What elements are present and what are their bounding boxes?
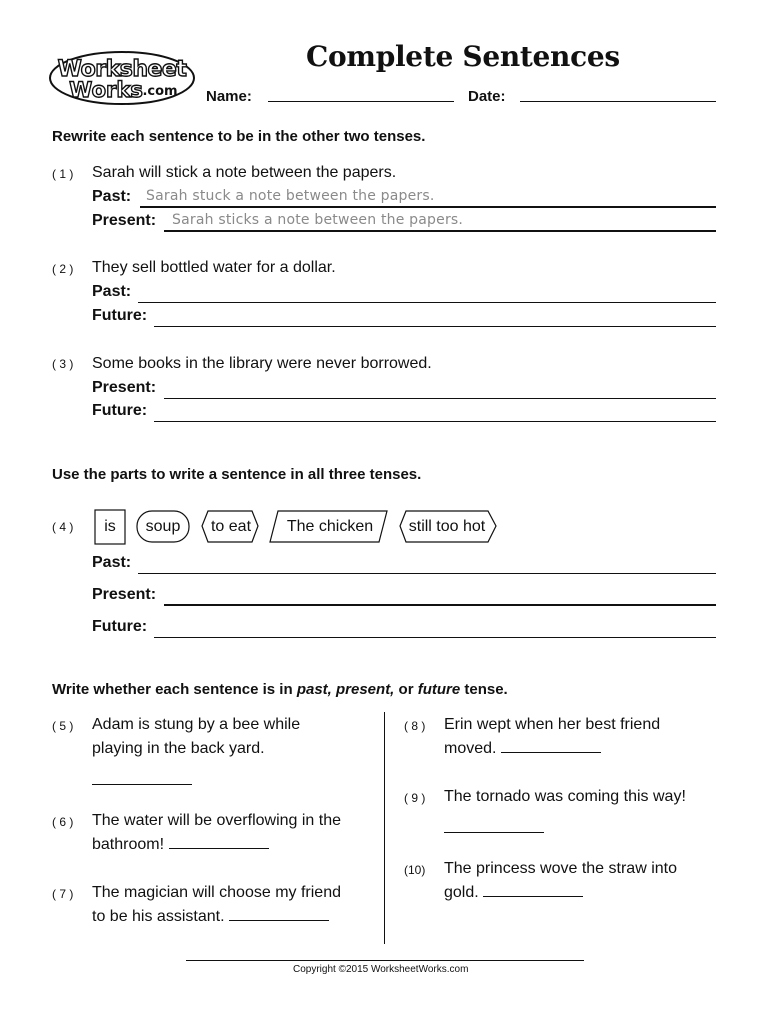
handwritten-answer: Sarah sticks a note between the papers. — [172, 212, 464, 228]
name-field[interactable] — [268, 101, 454, 102]
sentence-part: The chicken — [286, 517, 374, 535]
handwritten-answer: Sarah stuck a note between the papers. — [146, 188, 435, 204]
answer-line[interactable] — [164, 230, 716, 232]
question-number: ( 9 ) — [404, 791, 426, 805]
answer-line[interactable] — [164, 604, 716, 606]
logo-suffix: .com — [142, 84, 178, 99]
logo-line2: Works — [69, 78, 143, 102]
question-sentence: Some books in the library were never borrowed. — [92, 355, 432, 372]
question-number: ( 2 ) — [52, 262, 74, 276]
answer-label: Past: — [92, 554, 132, 571]
answer-label: Past: — [92, 283, 132, 300]
page-title: Complete Sentences — [306, 40, 620, 73]
answer-line[interactable] — [154, 421, 716, 422]
column-divider — [384, 712, 385, 944]
name-label: Name: — [206, 88, 252, 105]
tense-answer-blank[interactable] — [483, 882, 583, 897]
answer-label: Present: — [92, 586, 157, 603]
answer-label: Future: — [92, 307, 148, 324]
answer-line[interactable] — [138, 573, 716, 574]
sentence-part: still too hot — [408, 517, 486, 535]
sentence-part: to eat — [210, 517, 252, 535]
question-sentence: The water will be overflowing in the bathroom! — [92, 812, 342, 853]
section1-instruction: Rewrite each sentence to be in the other two tenses. — [52, 128, 426, 145]
answer-label: Future: — [92, 402, 148, 419]
tense-answer-blank[interactable] — [229, 906, 329, 921]
question-sentence: They sell bottled water for a dollar. — [92, 259, 336, 276]
answer-line[interactable] — [154, 637, 716, 638]
question-number: ( 3 ) — [52, 357, 74, 371]
tense-answer-blank[interactable] — [92, 784, 192, 785]
footer-rule — [186, 960, 584, 961]
section3-instruction: Write whether each sentence is in past, present, or future tense. — [52, 681, 508, 698]
answer-label: Present: — [92, 379, 157, 396]
question-sentence: The princess wove the straw into gold. — [444, 860, 677, 901]
tense-answer-blank[interactable] — [444, 832, 544, 833]
date-label: Date: — [468, 88, 506, 105]
question-number: ( 5 ) — [52, 719, 74, 733]
logo-line1: Worksheet — [57, 57, 187, 82]
question-number: ( 7 ) — [52, 887, 74, 901]
answer-label: Past: — [92, 188, 132, 205]
answer-label: Present: — [92, 212, 157, 229]
sentence-part: is — [104, 518, 116, 535]
tense-answer-blank[interactable] — [169, 834, 269, 849]
question-sentence: The tornado was coming this way! — [444, 788, 686, 805]
question-sentence: Sarah will stick a note between the papers. — [92, 164, 397, 181]
answer-line[interactable] — [154, 326, 716, 327]
question-sentence: The magician will choose my friend to be his assistant. — [92, 884, 341, 925]
answer-line[interactable] — [138, 302, 716, 303]
tense-answer-blank[interactable] — [501, 738, 601, 753]
date-field[interactable] — [520, 101, 716, 102]
question-number: ( 1 ) — [52, 167, 74, 181]
answer-label: Future: — [92, 618, 148, 635]
worksheetworks-logo — [48, 50, 196, 106]
section2-instruction: Use the parts to write a sentence in all three tenses. — [52, 466, 422, 483]
question-number: ( 4 ) — [52, 520, 74, 534]
question-number: (10) — [404, 863, 426, 877]
question-sentence: Erin wept when her best friend moved. — [444, 716, 661, 757]
question-sentence: Adam is stung by a bee while playing in the back yard. — [92, 716, 301, 757]
answer-line[interactable] — [164, 398, 716, 399]
question-number: ( 6 ) — [52, 815, 74, 829]
question-number: ( 8 ) — [404, 719, 426, 733]
sentence-part: soup — [145, 517, 181, 535]
answer-line[interactable] — [140, 206, 716, 208]
copyright-text: Copyright ©2015 WorksheetWorks.com — [293, 964, 469, 975]
